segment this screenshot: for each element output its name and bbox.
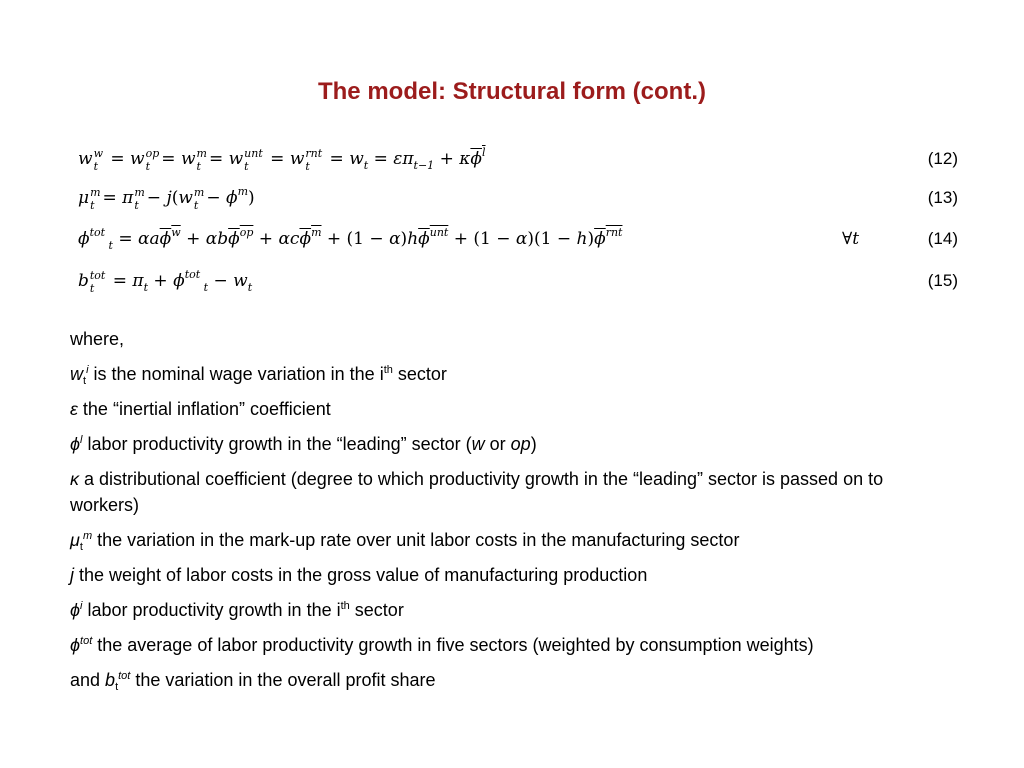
equation-15-formula: b tot t = $\pi_t + \phi^{tot}$ $_t - w_t$ <box>78 268 253 295</box>
equation-12 <box>78 144 958 174</box>
equation-12-formula: w w t = w op t = w m t = w unt t = w rnt t = $w_t = \varepsilon\pi_{t-1} + \kappa\phi^l$ <box>78 146 486 173</box>
def-phi-l: $\phi^l$ labor productivity growth in the “leading” sector (w or op) <box>70 434 537 454</box>
def-phi-i-symbol: ϕ <box>70 600 81 620</box>
def-where: where, <box>70 329 125 349</box>
def-b-tot: and $b_t^{tot}$ the variation in the overall profit share <box>70 670 436 693</box>
def-kappa-symbol: κ <box>70 469 79 489</box>
def-epsilon-symbol: ε <box>70 399 78 419</box>
def-wage: $w_t^i$ is the nominal wage variation in the $i^{th}$ sector <box>70 364 447 387</box>
equation-13-formula: μ m t = π m t − j(w m t − $\phi^m$) <box>78 185 255 212</box>
def-wage-symbol: w <box>70 364 83 384</box>
equation-13-number: (13) <box>927 188 958 207</box>
def-phi-i: $\phi^i$ labor productivity growth in the $i^{th}$ sector <box>70 600 404 620</box>
equation-14-number: (14) <box>927 229 958 248</box>
equation-14 <box>78 224 958 254</box>
def-kappa: κ a distributional coefficient (degree to which productivity growth in the “leading” sector is passed on to workers) <box>70 469 884 515</box>
def-b-tot-symbol: b <box>105 670 116 690</box>
equation-14-formula: $\phi^{tot}$ $_t = \alpha a\phi^w + \alpha b\phi^{op} + \alpha c\phi^m + (1 - \alpha)h\phi^{unt} + (1 - \alpha)(1 - h)\phi^{rnt}$ <box>78 226 623 252</box>
equation-14-forall: ∀t <box>842 229 860 249</box>
definitions-list <box>70 326 950 702</box>
equation-15-number: (15) <box>927 271 958 290</box>
def-phi-tot-symbol: ϕ <box>70 635 81 655</box>
equation-15 <box>78 266 958 296</box>
def-phi-l-symbol: ϕ <box>70 434 81 454</box>
def-mu: $\mu_t^m$ the variation in the mark-up rate over unit labor costs in the manufacturing sector <box>70 530 740 553</box>
slide-title: The model: Structural form (cont.) <box>317 78 706 105</box>
def-j-symbol: j <box>70 565 74 585</box>
equation-13 <box>78 183 958 213</box>
def-phi-tot: $\phi^{tot}$ the average of labor productivity growth in five sectors (weighted by consumption weights) <box>70 635 814 655</box>
equation-12-number: (12) <box>927 149 958 168</box>
def-epsilon: ε the “inertial inflation” coefficient <box>70 399 331 419</box>
def-mu-symbol: μ <box>70 530 80 550</box>
def-j: j the weight of labor costs in the gross value of manufacturing production <box>70 565 648 585</box>
